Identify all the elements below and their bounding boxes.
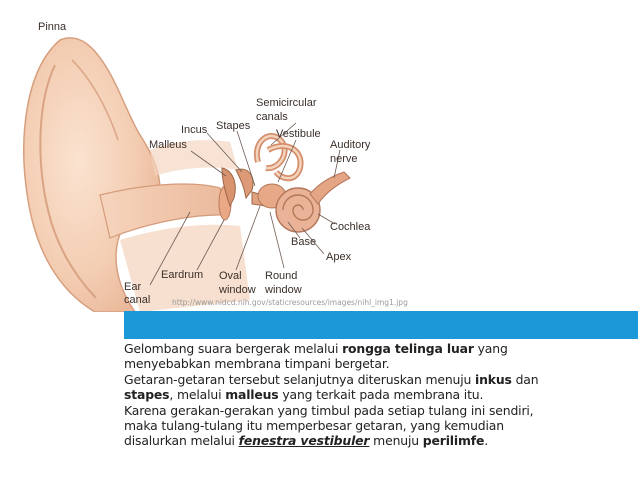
body-paragraph [124, 341, 624, 449]
bold-italic-term-fenestra-vestibuler: fenestra vestibuler [238, 433, 370, 449]
label-apex: Apex [326, 251, 352, 263]
label-malleus: Malleus [149, 139, 187, 151]
label-auditory-nerve-line1: Auditory [330, 139, 371, 151]
label-round-window-line1: Round [265, 270, 298, 282]
paragraph-line-6: maka tulang-tulang itu memperbesar getaran, yang kemudian [124, 418, 504, 434]
label-ear-canal-line2: canal [124, 294, 151, 306]
label-semicircular-canals-line1: Semicircular [256, 97, 317, 109]
text-segment: , melalui [169, 387, 226, 403]
bold-term-inkus: inkus [475, 371, 512, 387]
label-cochlea: Cochlea [330, 221, 371, 233]
text-segment: . [484, 433, 489, 449]
label-vestibule: Vestibule [276, 128, 321, 140]
paragraph-line-5: Karena gerakan-gerakan yang timbul pada setiap tulang ini sendiri, [124, 402, 534, 418]
text-segment: disalurkan melalui [124, 433, 239, 449]
label-base: Base [291, 236, 317, 248]
label-stapes: Stapes [216, 120, 251, 132]
label-round-window-line2: window [265, 284, 302, 296]
label-ear-canal-line1: Ear [124, 281, 142, 293]
auditory-nerve-shape [310, 172, 350, 204]
paragraph-line-2: menyebabkan membrana timpani bergetar. [124, 356, 390, 372]
text-segment: menuju [369, 433, 423, 449]
label-oval-window-line1: Oval [219, 270, 242, 282]
label-incus: Incus [181, 124, 208, 136]
paragraph-line-3 [124, 372, 624, 387]
label-pinna: Pinna [38, 21, 67, 33]
bold-term-stapes: stapes [124, 387, 170, 403]
label-semicircular-canals-line2: canals [256, 111, 288, 123]
bold-term-malleus: malleus [225, 387, 279, 403]
label-oval-window-line2: window [219, 284, 256, 296]
text-segment: Getaran-getaran tersebut selanjutnya diteruskan menuju [124, 371, 476, 387]
text-segment: Gelombang suara bergerak melalui [124, 341, 343, 356]
paragraph-line-1 [124, 341, 624, 356]
bold-term-perilimfe: perilimfe [422, 433, 485, 449]
paragraph-line-4 [124, 387, 624, 402]
text-segment: yang terkait pada membrana itu. [278, 387, 484, 403]
image-source-caption: http://www.nidcd.nih.gov/staticresources/images/nihl_img1.jpg [172, 298, 408, 307]
blue-title-bar [124, 311, 638, 339]
label-auditory-nerve-line2: nerve [330, 153, 358, 165]
text-segment: yang [473, 341, 508, 356]
paragraph-line-7 [124, 433, 624, 448]
text-segment: dan [511, 371, 539, 387]
bold-term-rongga-telinga-luar: rongga telinga luar [342, 341, 474, 356]
label-eardrum: Eardrum [161, 269, 204, 281]
